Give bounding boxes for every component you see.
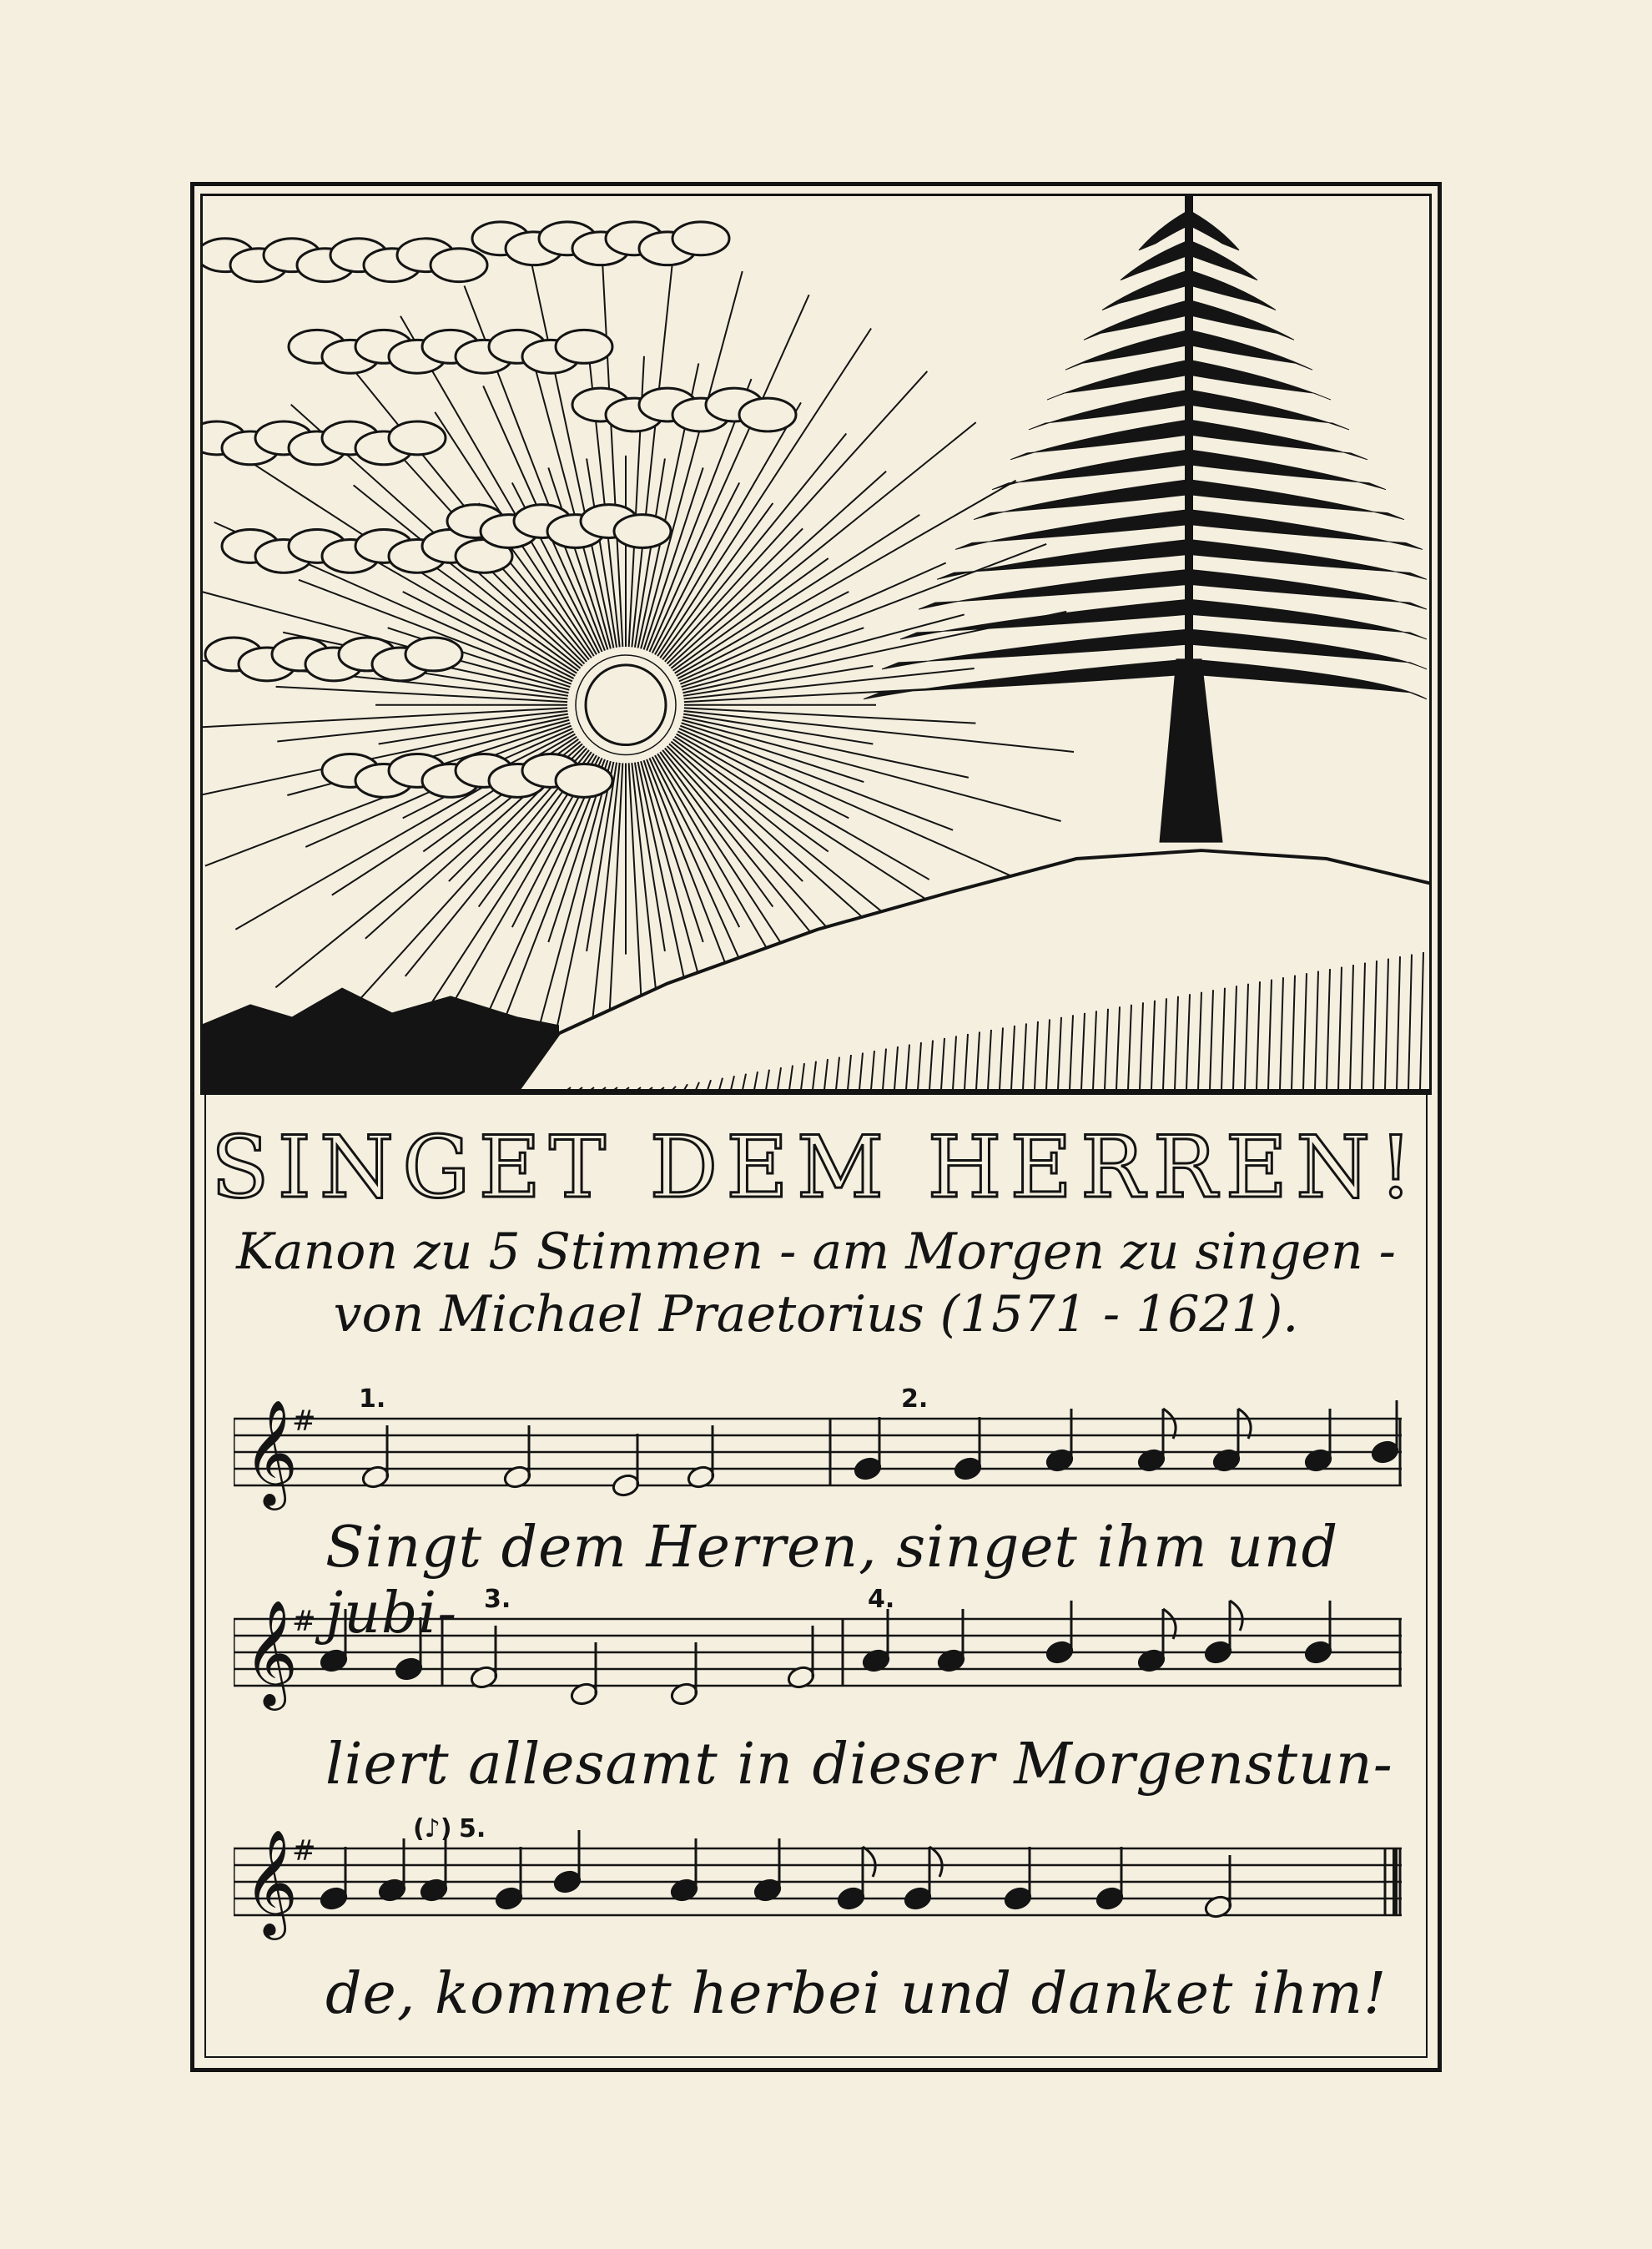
note-flag	[929, 1847, 942, 1877]
key-signature-sharp: #	[292, 1834, 316, 1868]
voice-entry-mark: 2.	[901, 1385, 929, 1414]
voice-entry-mark: 1.	[359, 1385, 386, 1414]
key-signature-sharp: #	[292, 1605, 316, 1638]
note-flag	[863, 1847, 875, 1877]
note-flag	[1238, 1409, 1251, 1439]
key-signature-sharp: #	[292, 1404, 316, 1438]
voice-entry-mark: 5.	[459, 1815, 486, 1843]
lyric-line-1: Singt dem Herren, singet ihm und jubi-	[325, 1515, 1339, 1646]
treble-clef-icon: 𝄞	[244, 1828, 299, 1935]
note-flag	[1230, 1601, 1242, 1631]
lyric-line-3: de, kommet herbei und danket ihm!	[325, 1961, 1388, 2027]
subtitle-canon: Kanon zu 5 Stimmen - am Morgen zu singen -	[236, 1223, 1396, 1281]
lyric-line-2: liert allesamt in dieser Morgenstun-	[325, 1732, 1393, 1798]
staff-3	[234, 1815, 1402, 1940]
sun-icon	[586, 665, 666, 745]
note-flag	[1163, 1609, 1176, 1639]
treble-clef-icon: 𝄞	[244, 1599, 299, 1706]
voice-entry-mark: (♪)	[413, 1815, 452, 1843]
staff-2	[234, 1586, 1402, 1711]
page-title: SINGET DEM HERREN!	[210, 1118, 1422, 1218]
sunrise-tree-illustration	[200, 194, 1432, 1095]
treble-clef-icon: 𝄞	[244, 1399, 299, 1505]
staff-1	[234, 1385, 1402, 1510]
voice-entry-mark: 4.	[868, 1586, 895, 1614]
note-flag	[1163, 1409, 1176, 1439]
voice-entry-mark: 3.	[484, 1586, 511, 1614]
subtitle-composer: von Michael Praetorius (1571 - 1621).	[333, 1285, 1299, 1344]
